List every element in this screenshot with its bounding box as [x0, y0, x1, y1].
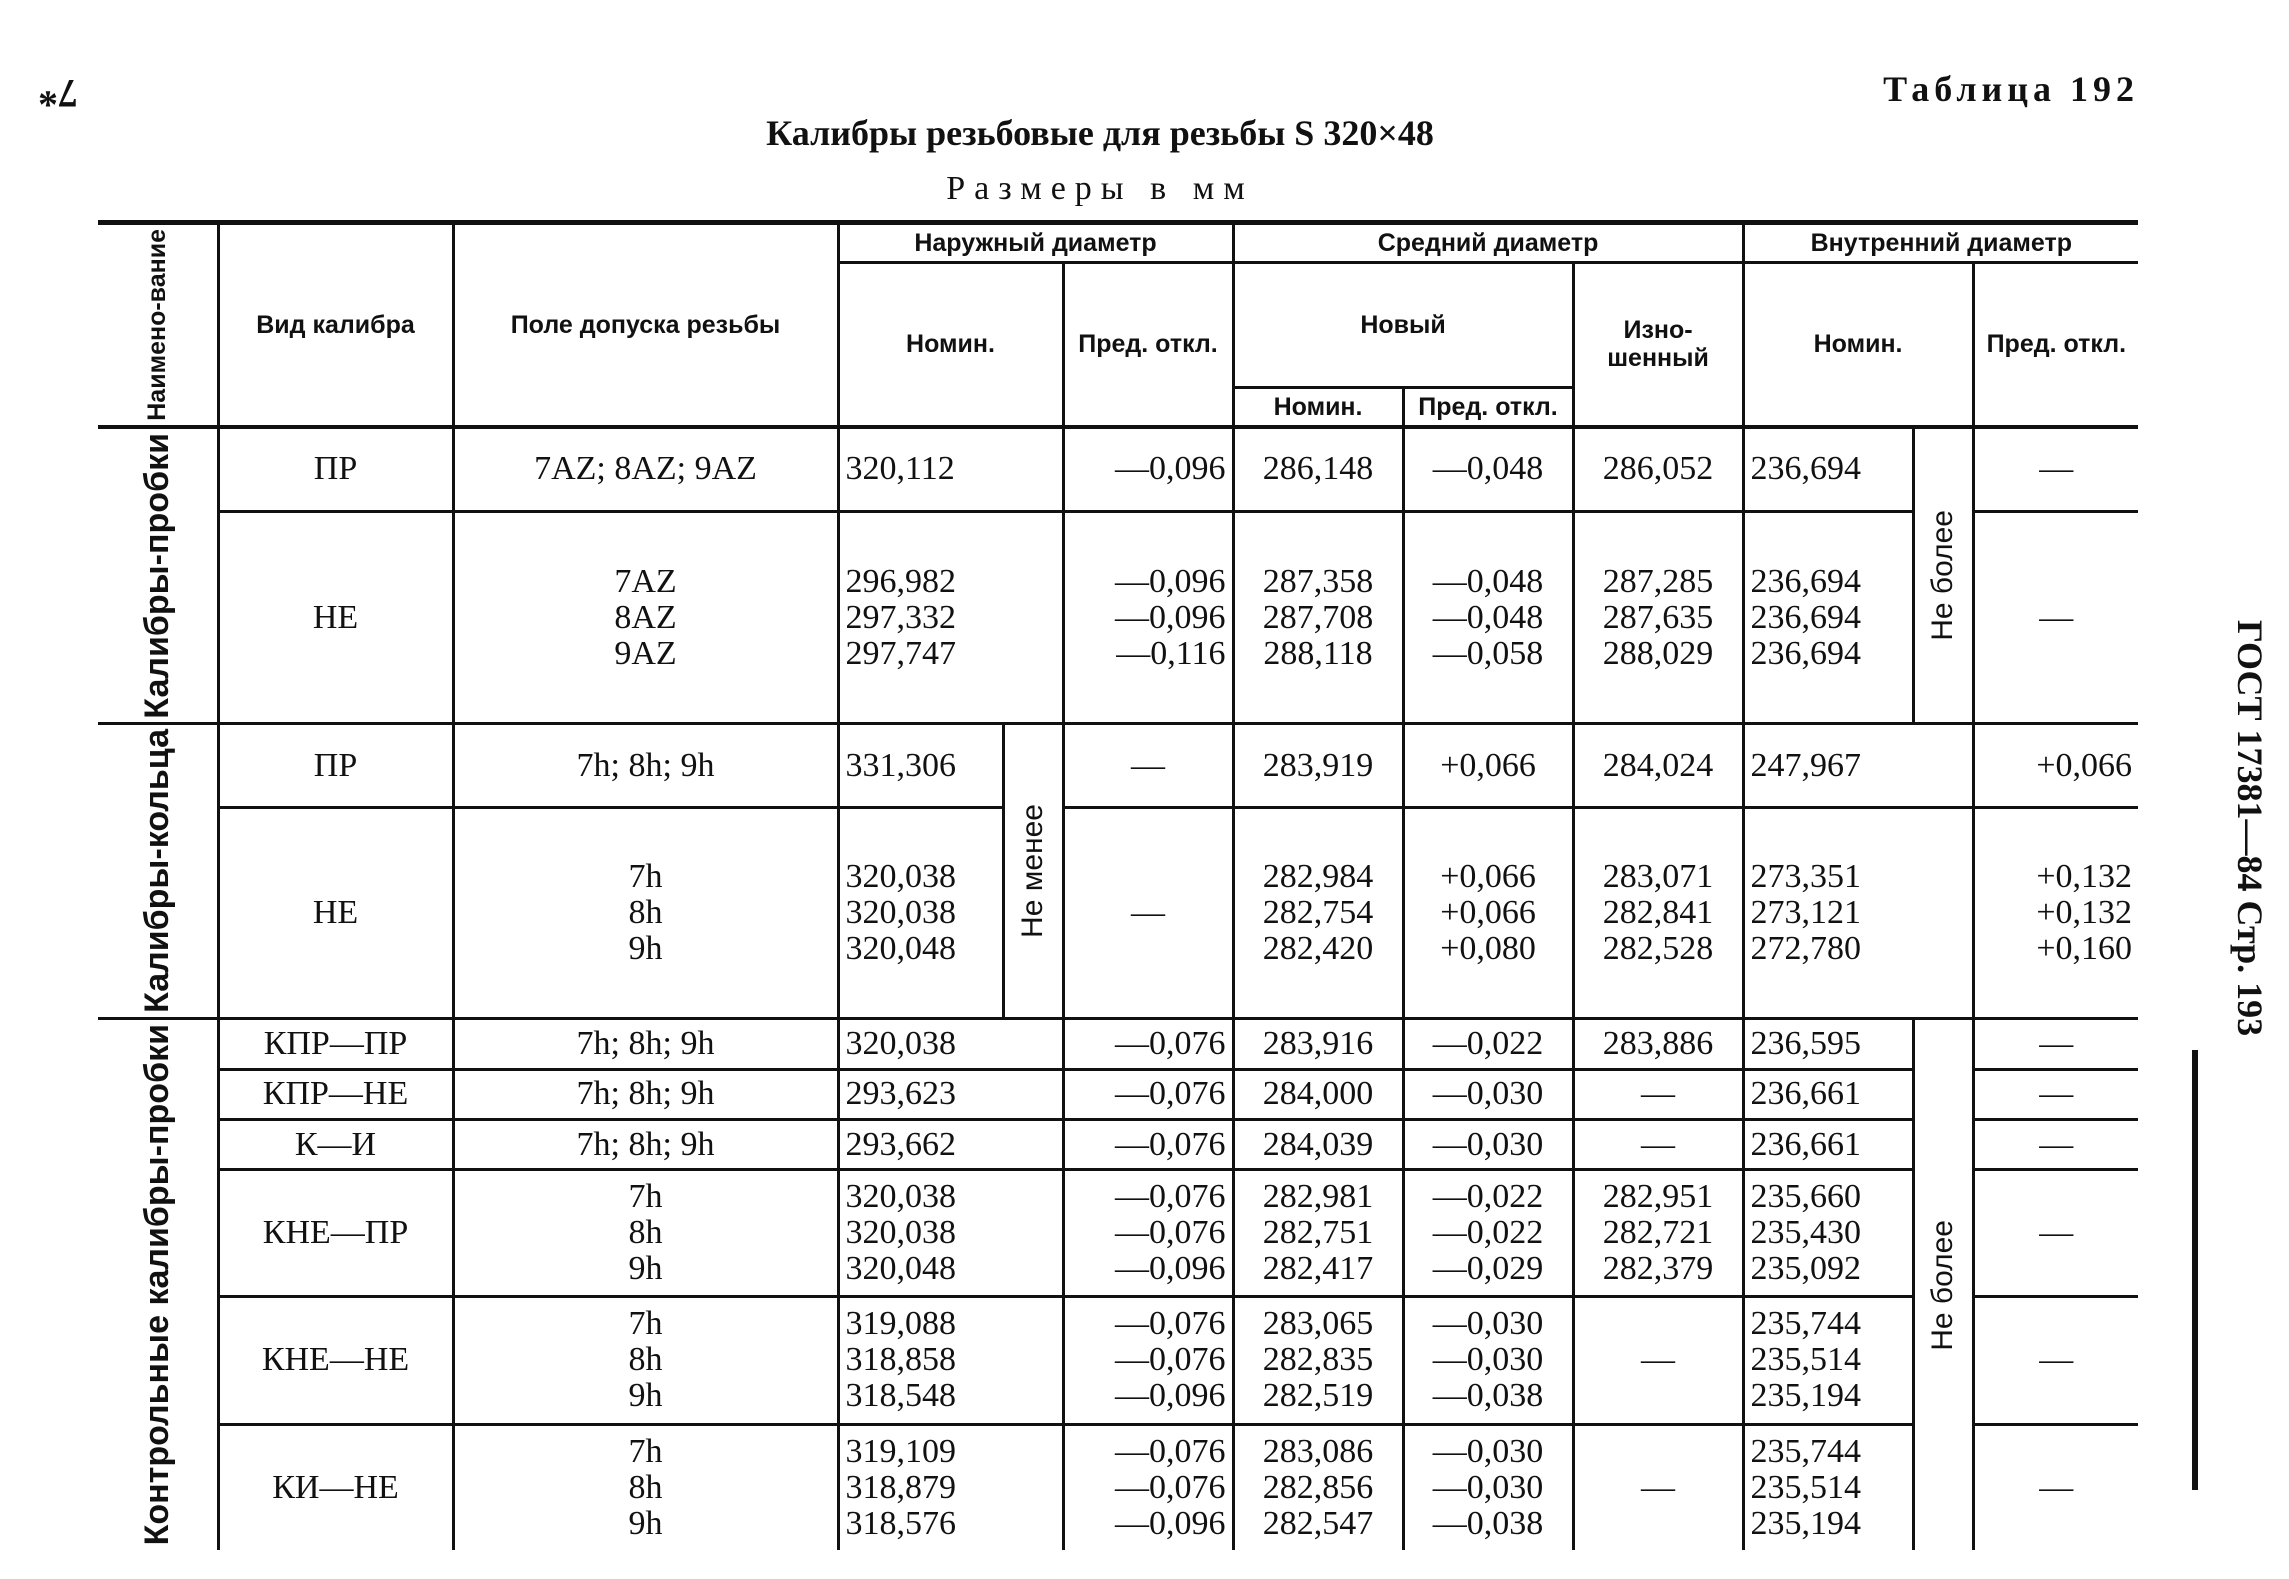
cell-line: 7h [628, 1178, 663, 1216]
cell-line: —0,048 [1432, 562, 1544, 600]
cell-line: 296,982 [845, 562, 956, 600]
inner-deviation [1973, 1170, 2138, 1297]
cell-line: 7h; 8h; 9h [576, 1075, 715, 1113]
cell-line: 297,332 [845, 598, 956, 636]
cell-line: 235,514 [1750, 1341, 1862, 1379]
outer-deviation [1063, 1170, 1233, 1297]
header-inner-dev: Пред. откл. [1973, 263, 2138, 427]
note-not-more: Не более [1913, 1019, 1973, 1550]
inner-nomin [1743, 807, 1973, 1018]
cell-line: — [2039, 1075, 2074, 1113]
header-new: Новый [1233, 263, 1573, 388]
header-outer-nomin: Номин. [838, 263, 1063, 427]
cell-line: —0,058 [1432, 634, 1544, 672]
cell-line: 320,038 [845, 894, 956, 932]
gauge-kind: НЕ [218, 512, 453, 724]
cell-line: 282,528 [1602, 930, 1714, 968]
middle-nomin [1233, 807, 1403, 1018]
cell-line: — [1131, 746, 1166, 784]
outer-deviation [1063, 1119, 1233, 1169]
cell-line: —0,038 [1432, 1377, 1544, 1415]
table-row [98, 1297, 2138, 1424]
cell-line: 8h [628, 894, 663, 932]
cell-line: 282,841 [1602, 894, 1714, 932]
cell-line: —0,030 [1432, 1341, 1544, 1379]
cell-line: 7h; 8h; 9h [576, 1125, 715, 1163]
outer-deviation [1063, 724, 1233, 808]
cell-line: 7h; 8h; 9h [576, 1025, 715, 1062]
header-new-dev: Пред. откл. [1403, 387, 1573, 427]
table-row [98, 807, 2138, 1018]
cell-line: 282,519 [1262, 1377, 1374, 1415]
cell-line: 319,109 [845, 1432, 956, 1470]
header-inner-diameter: Внутренний диаметр [1743, 223, 2138, 263]
cell-line: —0,076 [1115, 1305, 1226, 1343]
cell-line: —0,076 [1115, 1125, 1226, 1163]
cell-line: —0,076 [1115, 1075, 1226, 1113]
cell-line: —0,048 [1432, 598, 1544, 636]
cell-line: — [1641, 1125, 1676, 1163]
tolerance-field [453, 1119, 838, 1169]
cell-line: —0,096 [1115, 1250, 1226, 1288]
worn-value [1573, 1119, 1743, 1169]
corner-mark: 7* [38, 71, 78, 116]
gauge-kind: КПР—НЕ [218, 1069, 453, 1119]
cell-line: —0,030 [1432, 1432, 1544, 1470]
cell-line: 8AZ [614, 598, 677, 636]
cell-line: 7AZ [614, 562, 677, 600]
cell-line: 272,780 [1750, 930, 1862, 968]
middle-deviation [1403, 1424, 1573, 1550]
worn-value [1573, 724, 1743, 808]
middle-nomin [1233, 427, 1403, 512]
cell-line: 236,595 [1750, 1025, 1862, 1062]
cell-line: 288,029 [1602, 634, 1714, 672]
worn-value [1573, 512, 1743, 724]
outer-deviation [1063, 427, 1233, 512]
inner-nomin [1743, 427, 1913, 512]
cell-line: 320,038 [845, 858, 956, 896]
cell-line: 235,514 [1750, 1468, 1862, 1506]
header-outer-diameter: Наружный диаметр [838, 223, 1233, 263]
inner-deviation [1973, 1424, 2138, 1550]
cell-line: 283,916 [1262, 1025, 1374, 1062]
cell-line: 9h [628, 930, 663, 968]
cell-line: 293,662 [845, 1125, 956, 1163]
cell-line: 235,744 [1750, 1305, 1862, 1343]
cell-line: 235,660 [1750, 1178, 1862, 1216]
middle-nomin [1233, 724, 1403, 808]
middle-deviation [1403, 427, 1573, 512]
header-worn: Изно-шенный [1573, 263, 1743, 427]
page-title: Калибры резьбовые для резьбы S 320×48 [766, 113, 1434, 153]
gauge-kind: КНЕ—НЕ [218, 1297, 453, 1424]
table-row [98, 1069, 2138, 1119]
cell-line: —0,096 [1115, 1504, 1226, 1542]
cell-line: 320,038 [845, 1178, 956, 1216]
cell-line: —0,076 [1115, 1214, 1226, 1252]
header-outer-dev: Пред. откл. [1063, 263, 1233, 427]
cell-line: 235,092 [1750, 1250, 1862, 1288]
cell-line: +0,066 [1440, 858, 1536, 896]
cell-line: — [2039, 1214, 2074, 1252]
cell-line: +0,066 [1440, 746, 1536, 784]
cell-line: —0,096 [1115, 562, 1226, 600]
cell-line: 287,285 [1602, 562, 1714, 600]
middle-deviation [1403, 1170, 1573, 1297]
cell-line: 8h [628, 1214, 663, 1252]
outer-deviation [1063, 512, 1233, 724]
cell-line: 7h [628, 1432, 663, 1470]
group-rings: Калибры-кольца [98, 724, 218, 1019]
header-middle-diameter: Средний диаметр [1233, 223, 1743, 263]
outer-nomin [838, 1119, 1063, 1169]
group-plugs: Калибры-пробки [98, 427, 218, 724]
cell-line: 286,052 [1602, 450, 1714, 488]
cell-line: 273,351 [1750, 858, 1862, 896]
middle-nomin [1233, 1119, 1403, 1169]
cell-line: +0,066 [2036, 746, 2133, 784]
inner-nomin [1743, 1069, 1913, 1119]
inner-nomin [1743, 1019, 1913, 1069]
inner-nomin [1743, 1170, 1913, 1297]
cell-line: —0,096 [1115, 450, 1226, 488]
header-new-nomin: Номин. [1233, 387, 1403, 427]
cell-line: —0,048 [1432, 450, 1544, 488]
tolerance-field [453, 512, 838, 724]
units-caption: Размеры в мм [946, 170, 1254, 207]
cell-line: 7AZ; 8AZ; 9AZ [534, 450, 757, 488]
cell-line: 282,856 [1262, 1468, 1374, 1506]
cell-line: 235,744 [1750, 1432, 1862, 1470]
cell-line: 320,048 [845, 930, 956, 968]
cell-line: 282,751 [1262, 1214, 1374, 1252]
cell-line: —0,076 [1115, 1432, 1226, 1470]
table-row [98, 1119, 2138, 1169]
tolerance-field [453, 807, 838, 1018]
tolerance-field [453, 1424, 838, 1550]
cell-line: 293,623 [845, 1075, 956, 1113]
gauge-kind: КПР—ПР [218, 1019, 453, 1069]
tolerance-field [453, 427, 838, 512]
outer-nomin [838, 427, 1063, 512]
outer-nomin [838, 807, 1003, 1018]
cell-line: 9h [628, 1377, 663, 1415]
note-not-less: Не менее [1003, 724, 1063, 1019]
cell-line: 282,981 [1262, 1178, 1374, 1216]
outer-deviation [1063, 1297, 1233, 1424]
tolerance-field [453, 724, 838, 808]
cell-line: —0,029 [1432, 1250, 1544, 1288]
cell-line: 236,661 [1750, 1075, 1862, 1113]
cell-line: 320,112 [845, 450, 955, 488]
worn-value [1573, 427, 1743, 512]
cell-line: 236,694 [1750, 598, 1862, 636]
cell-line: 318,576 [845, 1504, 956, 1542]
cell-line: —0,116 [1116, 634, 1226, 672]
cell-line: 235,194 [1750, 1504, 1862, 1542]
inner-deviation [1973, 1019, 2138, 1069]
cell-line: +0,080 [1440, 930, 1536, 968]
cell-line: 235,430 [1750, 1214, 1862, 1252]
cell-line: —0,076 [1115, 1341, 1226, 1379]
outer-deviation [1063, 1424, 1233, 1550]
cell-line: —0,076 [1115, 1468, 1226, 1506]
cell-line: 282,721 [1602, 1214, 1714, 1252]
cell-line: 282,420 [1262, 930, 1374, 968]
cell-line: 282,951 [1602, 1178, 1714, 1216]
table-row [98, 1170, 2138, 1297]
table-row [98, 1019, 2138, 1069]
middle-nomin [1233, 512, 1403, 724]
middle-deviation [1403, 1019, 1573, 1069]
cell-line: —0,030 [1432, 1125, 1544, 1163]
outer-nomin [838, 1424, 1063, 1550]
cell-line: +0,132 [2036, 894, 2133, 932]
cell-line: 320,038 [845, 1025, 956, 1062]
cell-line: 283,919 [1262, 746, 1374, 784]
cell-line: 9AZ [614, 634, 677, 672]
cell-line: 282,379 [1602, 1250, 1714, 1288]
cell-line: +0,160 [2036, 930, 2133, 968]
cell-line: 236,661 [1750, 1125, 1862, 1163]
cell-line: 331,306 [845, 746, 956, 784]
cell-line: 297,747 [845, 634, 956, 672]
gauge-table [98, 220, 2138, 1550]
cell-line: 287,708 [1262, 598, 1374, 636]
outer-nomin [838, 512, 1063, 724]
middle-deviation [1403, 1297, 1573, 1424]
middle-nomin [1233, 1424, 1403, 1550]
cell-line: 287,358 [1262, 562, 1374, 600]
table-row [98, 512, 2138, 724]
cell-line: 286,148 [1262, 450, 1374, 488]
cell-line: —0,030 [1432, 1468, 1544, 1506]
inner-deviation [1973, 512, 2138, 724]
cell-line: 8h [628, 1341, 663, 1379]
cell-line: 284,000 [1262, 1075, 1374, 1113]
middle-deviation [1403, 1119, 1573, 1169]
cell-line: 282,984 [1262, 858, 1374, 896]
gauge-kind: ПР [218, 427, 453, 512]
inner-deviation [1973, 724, 2138, 808]
header-kind: Вид калибра [218, 223, 453, 427]
worn-value [1573, 1170, 1743, 1297]
cell-line: — [1131, 894, 1166, 932]
cell-line: — [2039, 1125, 2074, 1163]
worn-value [1573, 1297, 1743, 1424]
cell-line: 283,886 [1602, 1025, 1714, 1062]
inner-deviation [1973, 427, 2138, 512]
middle-deviation [1403, 807, 1573, 1018]
cell-line: — [2039, 1341, 2074, 1379]
cell-line: 284,039 [1262, 1125, 1374, 1163]
cell-line: 236,694 [1750, 562, 1862, 600]
cell-line: 320,038 [845, 1214, 956, 1252]
cell-line: 284,024 [1602, 746, 1714, 784]
inner-deviation [1973, 1297, 2138, 1424]
cell-line: 287,635 [1602, 598, 1714, 636]
cell-line: 273,121 [1750, 894, 1862, 932]
cell-line: — [2039, 1468, 2074, 1506]
cell-line: —0,038 [1432, 1504, 1544, 1542]
inner-deviation [1973, 1119, 2138, 1169]
table-row [98, 1424, 2138, 1550]
inner-deviation [1973, 807, 2138, 1018]
outer-nomin [838, 1297, 1063, 1424]
cell-line: —0,022 [1432, 1025, 1544, 1062]
cell-line: 320,048 [845, 1250, 956, 1288]
cell-line: — [2039, 1025, 2074, 1062]
cell-line: — [2039, 450, 2074, 488]
cell-line: +0,132 [2036, 858, 2133, 896]
middle-deviation [1403, 1069, 1573, 1119]
cell-line: 283,065 [1262, 1305, 1374, 1343]
cell-line: — [1641, 1468, 1676, 1506]
middle-nomin [1233, 1170, 1403, 1297]
gauge-kind: НЕ [218, 807, 453, 1018]
cell-line: 318,858 [845, 1341, 956, 1379]
worn-value [1573, 1424, 1743, 1550]
cell-line: 283,071 [1602, 858, 1714, 896]
cell-line: —0,022 [1432, 1214, 1544, 1252]
outer-deviation [1063, 1069, 1233, 1119]
inner-nomin [1743, 1119, 1913, 1169]
gauge-kind: К—И [218, 1119, 453, 1169]
tolerance-field [453, 1170, 838, 1297]
cell-line: —0,076 [1115, 1025, 1226, 1062]
cell-line: 283,086 [1262, 1432, 1374, 1470]
cell-line: 319,088 [845, 1305, 956, 1343]
middle-nomin [1233, 1069, 1403, 1119]
side-standard-title: ГОСТ 17381—84 Стр. 193 [2230, 620, 2270, 1037]
cell-line: 236,694 [1750, 450, 1862, 488]
inner-nomin [1743, 1424, 1913, 1550]
gauge-kind: ПР [218, 724, 453, 808]
cell-line: —0,022 [1432, 1178, 1544, 1216]
header-inner-nomin: Номин. [1743, 263, 1973, 427]
cell-line: —0,096 [1115, 598, 1226, 636]
inner-nomin [1743, 1297, 1913, 1424]
header-name: Наимено-вание [98, 223, 218, 427]
side-rule [2192, 1050, 2198, 1490]
outer-deviation [1063, 807, 1233, 1018]
outer-nomin [838, 1170, 1063, 1297]
outer-nomin [838, 1019, 1063, 1069]
table-row [98, 427, 2138, 512]
cell-line: 282,547 [1262, 1504, 1374, 1542]
table-label: Таблица 192 [1883, 69, 2139, 109]
cell-line: 282,754 [1262, 894, 1374, 932]
cell-line: 318,548 [845, 1377, 956, 1415]
cell-line: —0,030 [1432, 1305, 1544, 1343]
middle-deviation [1403, 512, 1573, 724]
middle-deviation [1403, 724, 1573, 808]
cell-line: — [2039, 598, 2074, 636]
gauge-table-container [98, 220, 2138, 1550]
inner-nomin [1743, 512, 1913, 724]
cell-line: 282,835 [1262, 1341, 1374, 1379]
cell-line: 7h [628, 858, 663, 896]
tolerance-field [453, 1069, 838, 1119]
tolerance-field [453, 1019, 838, 1069]
cell-line: 9h [628, 1504, 663, 1542]
middle-nomin [1233, 1019, 1403, 1069]
worn-value [1573, 1069, 1743, 1119]
inner-nomin [1743, 724, 1973, 808]
cell-line: 236,694 [1750, 634, 1862, 672]
outer-nomin [838, 1069, 1063, 1119]
cell-line: 7h [628, 1305, 663, 1343]
inner-deviation [1973, 1069, 2138, 1119]
tolerance-field [453, 1297, 838, 1424]
gauge-kind: КНЕ—ПР [218, 1170, 453, 1297]
cell-line: — [1641, 1341, 1676, 1379]
header-tolerance: Поле допуска резьбы [453, 223, 838, 427]
cell-line: 9h [628, 1250, 663, 1288]
outer-nomin [838, 724, 1003, 808]
cell-line: —0,096 [1115, 1377, 1226, 1415]
middle-nomin [1233, 1297, 1403, 1424]
cell-line: 318,879 [845, 1468, 956, 1506]
group-control-plugs: Контрольные калибры-пробки [138, 1024, 177, 1546]
cell-line: 247,967 [1750, 746, 1862, 784]
cell-line: — [1641, 1075, 1676, 1113]
cell-line: 7h; 8h; 9h [576, 746, 715, 784]
cell-line: 8h [628, 1468, 663, 1506]
gauge-kind: КИ—НЕ [218, 1424, 453, 1550]
worn-value [1573, 1019, 1743, 1069]
cell-line: —0,030 [1432, 1075, 1544, 1113]
cell-line: 282,417 [1262, 1250, 1374, 1288]
table-row [98, 724, 2138, 808]
note-not-more: Не более [1913, 427, 1973, 724]
cell-line: —0,076 [1115, 1178, 1226, 1216]
cell-line: 235,194 [1750, 1377, 1862, 1415]
worn-value [1573, 807, 1743, 1018]
cell-line: +0,066 [1440, 894, 1536, 932]
outer-deviation [1063, 1019, 1233, 1069]
cell-line: 288,118 [1263, 634, 1373, 672]
